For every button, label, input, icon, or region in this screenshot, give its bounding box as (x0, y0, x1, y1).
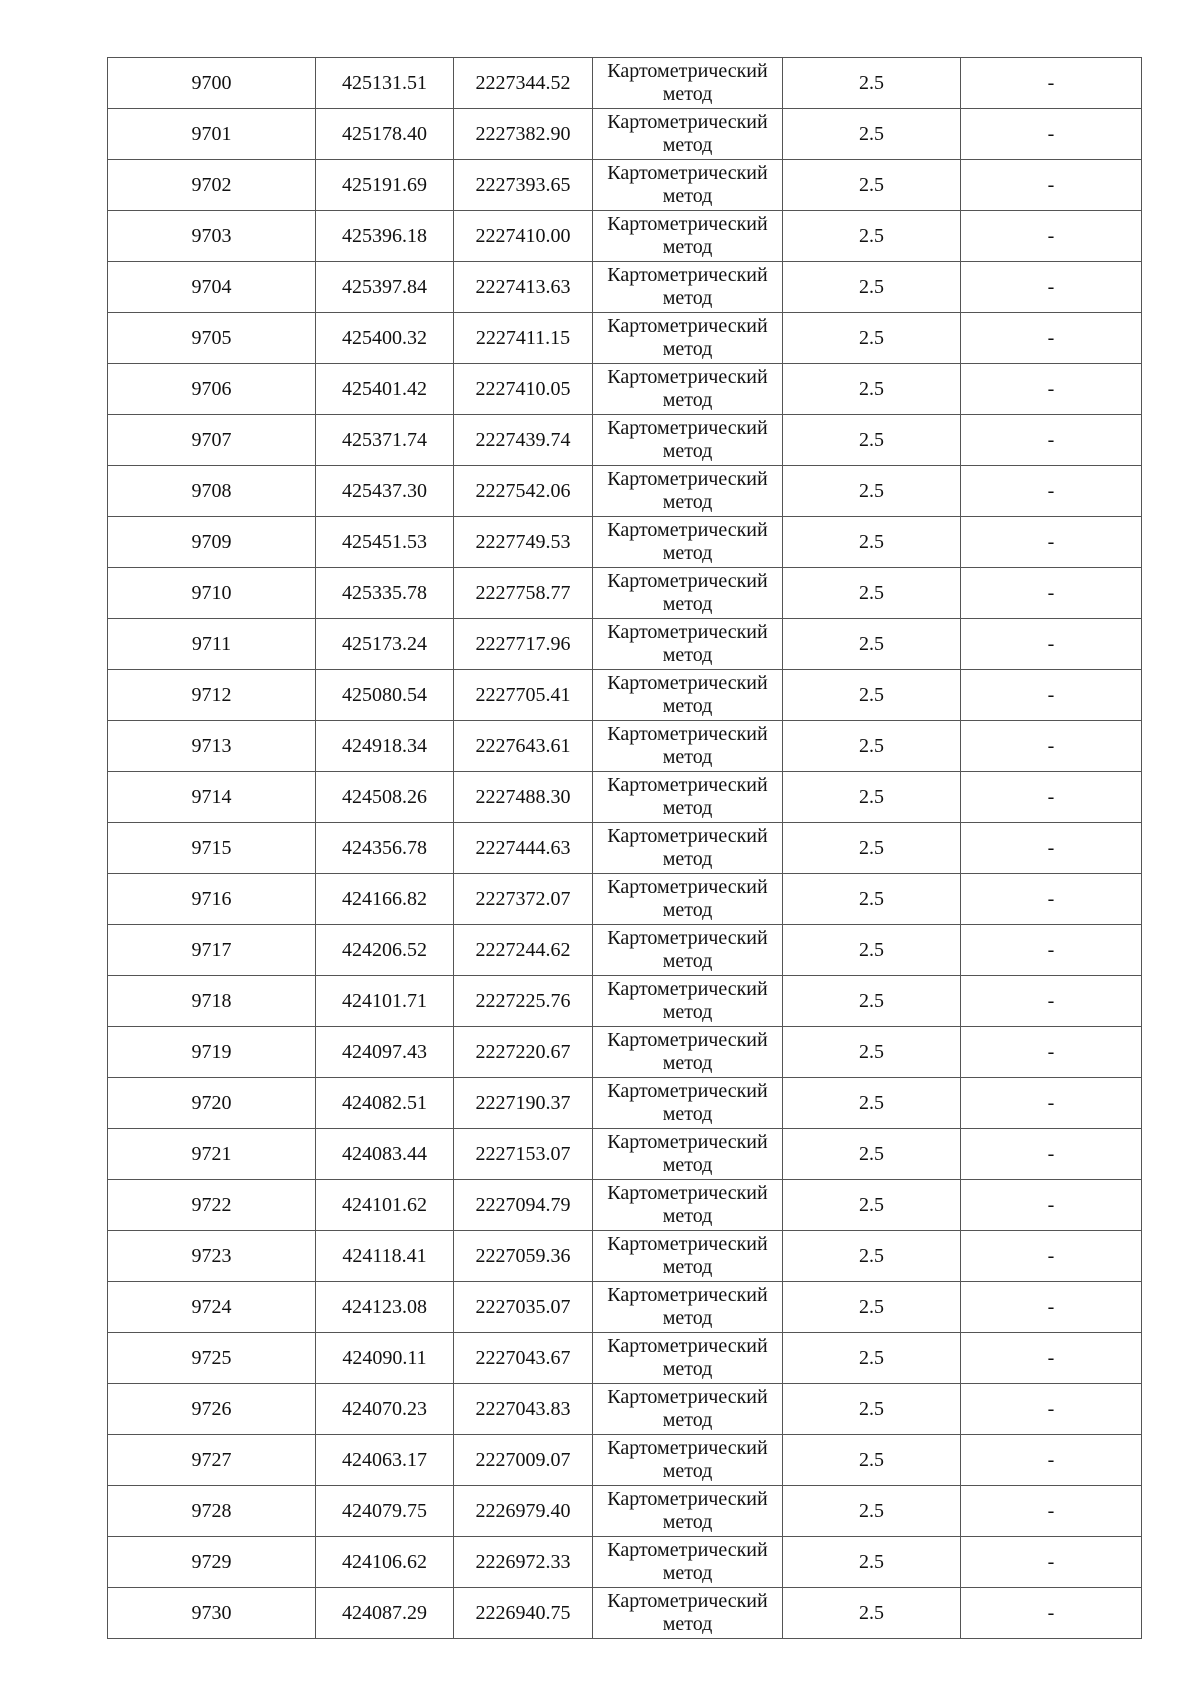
table-row (108, 772, 1142, 823)
table-row (108, 415, 1142, 466)
description-cell: - (961, 721, 1142, 772)
description-cell: - (961, 1537, 1142, 1588)
description-cell: - (961, 619, 1142, 670)
x-coordinate-cell: 424106.62 (316, 1537, 454, 1588)
method-line-1: Картометрический (607, 60, 768, 82)
method-line-1: Картометрический (607, 111, 768, 133)
method-line-1: Картометрический (607, 570, 768, 592)
method-line-1: Картометрический (607, 1539, 768, 1561)
point-number-cell: 9701 (108, 109, 316, 160)
table-row (108, 1384, 1142, 1435)
description-cell: - (961, 262, 1142, 313)
point-number-cell: 9708 (108, 466, 316, 517)
x-coordinate-cell: 424063.17 (316, 1435, 454, 1486)
description-cell: - (961, 1588, 1142, 1639)
method-line-1: Картометрический (607, 1284, 768, 1306)
method-line-2: метод (662, 899, 713, 921)
point-number-cell: 9721 (108, 1129, 316, 1180)
table-row (108, 1282, 1142, 1333)
method-cell (593, 1027, 783, 1078)
y-coordinate-cell: 2227225.76 (454, 976, 593, 1027)
y-coordinate-cell: 2227344.52 (454, 58, 593, 109)
accuracy-cell: 2.5 (783, 823, 961, 874)
table-row (108, 211, 1142, 262)
method-cell (593, 466, 783, 517)
table-row (108, 364, 1142, 415)
table-row (108, 1435, 1142, 1486)
method-line-2: метод (662, 1052, 713, 1074)
method-line-2: метод (662, 746, 713, 768)
method-cell (593, 874, 783, 925)
point-number-cell: 9724 (108, 1282, 316, 1333)
accuracy-cell: 2.5 (783, 874, 961, 925)
point-number-cell: 9714 (108, 772, 316, 823)
table-row (108, 619, 1142, 670)
x-coordinate-cell: 424101.62 (316, 1180, 454, 1231)
x-coordinate-cell: 424070.23 (316, 1384, 454, 1435)
method-line-1: Картометрический (607, 417, 768, 439)
table-row (108, 925, 1142, 976)
accuracy-cell: 2.5 (783, 568, 961, 619)
table-row (108, 1333, 1142, 1384)
method-line-2: метод (662, 1460, 713, 1482)
description-cell: - (961, 1282, 1142, 1333)
method-line-1: Картометрический (607, 162, 768, 184)
y-coordinate-cell: 2227382.90 (454, 109, 593, 160)
table-row (108, 1180, 1142, 1231)
method-line-2: метод (662, 1001, 713, 1023)
table-row (108, 1486, 1142, 1537)
accuracy-cell: 2.5 (783, 976, 961, 1027)
y-coordinate-cell: 2227220.67 (454, 1027, 593, 1078)
y-coordinate-cell: 2227410.00 (454, 211, 593, 262)
x-coordinate-cell: 424082.51 (316, 1078, 454, 1129)
description-cell: - (961, 58, 1142, 109)
y-coordinate-cell: 2227393.65 (454, 160, 593, 211)
method-line-2: метод (662, 338, 713, 360)
x-coordinate-cell: 424123.08 (316, 1282, 454, 1333)
table-row (108, 568, 1142, 619)
method-line-2: метод (662, 1358, 713, 1380)
method-line-2: метод (662, 1613, 713, 1635)
method-cell (593, 1129, 783, 1180)
accuracy-cell: 2.5 (783, 211, 961, 262)
x-coordinate-cell: 424918.34 (316, 721, 454, 772)
description-cell: - (961, 1231, 1142, 1282)
method-line-1: Картометрический (607, 1029, 768, 1051)
method-line-1: Картометрический (607, 927, 768, 949)
y-coordinate-cell: 2227059.36 (454, 1231, 593, 1282)
method-cell (593, 1435, 783, 1486)
method-cell (593, 823, 783, 874)
method-line-1: Картометрический (607, 366, 768, 388)
y-coordinate-cell: 2227190.37 (454, 1078, 593, 1129)
y-coordinate-cell: 2227542.06 (454, 466, 593, 517)
point-number-cell: 9712 (108, 670, 316, 721)
method-cell (593, 619, 783, 670)
method-line-2: метод (662, 593, 713, 615)
method-cell (593, 262, 783, 313)
table-row (108, 823, 1142, 874)
accuracy-cell: 2.5 (783, 1435, 961, 1486)
y-coordinate-cell: 2227043.83 (454, 1384, 593, 1435)
y-coordinate-cell: 2227009.07 (454, 1435, 593, 1486)
method-line-2: метод (662, 644, 713, 666)
method-line-2: метод (662, 491, 713, 513)
method-line-1: Картометрический (607, 978, 768, 1000)
accuracy-cell: 2.5 (783, 160, 961, 211)
x-coordinate-cell: 425178.40 (316, 109, 454, 160)
accuracy-cell: 2.5 (783, 1588, 961, 1639)
method-line-2: метод (662, 848, 713, 870)
method-cell (593, 1180, 783, 1231)
x-coordinate-cell: 425396.18 (316, 211, 454, 262)
accuracy-cell: 2.5 (783, 1537, 961, 1588)
method-line-1: Картометрический (607, 1233, 768, 1255)
x-coordinate-cell: 424206.52 (316, 925, 454, 976)
method-line-2: метод (662, 1511, 713, 1533)
description-cell: - (961, 1078, 1142, 1129)
method-line-1: Картометрический (607, 825, 768, 847)
method-line-2: метод (662, 1103, 713, 1125)
method-line-1: Картометрический (607, 672, 768, 694)
method-line-1: Картометрический (607, 468, 768, 490)
x-coordinate-cell: 425131.51 (316, 58, 454, 109)
point-number-cell: 9730 (108, 1588, 316, 1639)
method-line-2: метод (662, 542, 713, 564)
x-coordinate-cell: 425335.78 (316, 568, 454, 619)
point-number-cell: 9713 (108, 721, 316, 772)
x-coordinate-cell: 425401.42 (316, 364, 454, 415)
method-line-2: метод (662, 1307, 713, 1329)
method-line-1: Картометрический (607, 1335, 768, 1357)
y-coordinate-cell: 2227643.61 (454, 721, 593, 772)
y-coordinate-cell: 2226940.75 (454, 1588, 593, 1639)
description-cell: - (961, 1180, 1142, 1231)
description-cell: - (961, 1333, 1142, 1384)
y-coordinate-cell: 2227488.30 (454, 772, 593, 823)
description-cell: - (961, 1486, 1142, 1537)
point-number-cell: 9725 (108, 1333, 316, 1384)
table-row (108, 466, 1142, 517)
x-coordinate-cell: 425397.84 (316, 262, 454, 313)
accuracy-cell: 2.5 (783, 721, 961, 772)
y-coordinate-cell: 2227413.63 (454, 262, 593, 313)
method-cell (593, 364, 783, 415)
x-coordinate-cell: 425451.53 (316, 517, 454, 568)
method-line-2: метод (662, 134, 713, 156)
y-coordinate-cell: 2226972.33 (454, 1537, 593, 1588)
accuracy-cell: 2.5 (783, 1384, 961, 1435)
method-line-2: метод (662, 1409, 713, 1431)
point-number-cell: 9711 (108, 619, 316, 670)
description-cell: - (961, 874, 1142, 925)
y-coordinate-cell: 2227444.63 (454, 823, 593, 874)
point-number-cell: 9715 (108, 823, 316, 874)
point-number-cell: 9726 (108, 1384, 316, 1435)
method-line-2: метод (662, 950, 713, 972)
accuracy-cell: 2.5 (783, 466, 961, 517)
accuracy-cell: 2.5 (783, 1333, 961, 1384)
accuracy-cell: 2.5 (783, 772, 961, 823)
coordinates-table-body (108, 58, 1142, 1639)
method-line-1: Картометрический (607, 519, 768, 541)
table-row (108, 1078, 1142, 1129)
y-coordinate-cell: 2227094.79 (454, 1180, 593, 1231)
description-cell: - (961, 364, 1142, 415)
accuracy-cell: 2.5 (783, 1486, 961, 1537)
y-coordinate-cell: 2227758.77 (454, 568, 593, 619)
point-number-cell: 9704 (108, 262, 316, 313)
point-number-cell: 9718 (108, 976, 316, 1027)
method-cell (593, 58, 783, 109)
accuracy-cell: 2.5 (783, 1027, 961, 1078)
description-cell: - (961, 1435, 1142, 1486)
x-coordinate-cell: 425371.74 (316, 415, 454, 466)
table-row (108, 670, 1142, 721)
method-line-2: метод (662, 1256, 713, 1278)
description-cell: - (961, 160, 1142, 211)
x-coordinate-cell: 424097.43 (316, 1027, 454, 1078)
point-number-cell: 9709 (108, 517, 316, 568)
method-line-1: Картометрический (607, 315, 768, 337)
method-line-2: метод (662, 83, 713, 105)
x-coordinate-cell: 424166.82 (316, 874, 454, 925)
description-cell: - (961, 823, 1142, 874)
point-number-cell: 9729 (108, 1537, 316, 1588)
method-cell (593, 1078, 783, 1129)
method-cell (593, 670, 783, 721)
method-cell (593, 1537, 783, 1588)
accuracy-cell: 2.5 (783, 1231, 961, 1282)
method-line-1: Картометрический (607, 264, 768, 286)
method-line-2: метод (662, 1562, 713, 1584)
method-line-2: метод (662, 236, 713, 258)
accuracy-cell: 2.5 (783, 313, 961, 364)
point-number-cell: 9720 (108, 1078, 316, 1129)
y-coordinate-cell: 2227411.15 (454, 313, 593, 364)
y-coordinate-cell: 2227244.62 (454, 925, 593, 976)
y-coordinate-cell: 2227035.07 (454, 1282, 593, 1333)
x-coordinate-cell: 425191.69 (316, 160, 454, 211)
y-coordinate-cell: 2227705.41 (454, 670, 593, 721)
accuracy-cell: 2.5 (783, 58, 961, 109)
table-row (108, 262, 1142, 313)
table-row (108, 517, 1142, 568)
point-number-cell: 9703 (108, 211, 316, 262)
method-cell (593, 415, 783, 466)
accuracy-cell: 2.5 (783, 517, 961, 568)
point-number-cell: 9707 (108, 415, 316, 466)
method-line-1: Картометрический (607, 1131, 768, 1153)
method-cell (593, 517, 783, 568)
accuracy-cell: 2.5 (783, 415, 961, 466)
x-coordinate-cell: 424508.26 (316, 772, 454, 823)
point-number-cell: 9727 (108, 1435, 316, 1486)
description-cell: - (961, 415, 1142, 466)
method-line-1: Картометрический (607, 1437, 768, 1459)
x-coordinate-cell: 425437.30 (316, 466, 454, 517)
method-line-2: метод (662, 287, 713, 309)
description-cell: - (961, 211, 1142, 262)
x-coordinate-cell: 424087.29 (316, 1588, 454, 1639)
x-coordinate-cell: 425173.24 (316, 619, 454, 670)
description-cell: - (961, 1384, 1142, 1435)
method-line-2: метод (662, 1205, 713, 1227)
description-cell: - (961, 1027, 1142, 1078)
y-coordinate-cell: 2227372.07 (454, 874, 593, 925)
method-line-1: Картометрический (607, 621, 768, 643)
point-number-cell: 9700 (108, 58, 316, 109)
x-coordinate-cell: 424356.78 (316, 823, 454, 874)
table-row (108, 1537, 1142, 1588)
method-line-2: метод (662, 797, 713, 819)
description-cell: - (961, 466, 1142, 517)
table-row (108, 1588, 1142, 1639)
method-line-2: метод (662, 440, 713, 462)
description-cell: - (961, 568, 1142, 619)
x-coordinate-cell: 424079.75 (316, 1486, 454, 1537)
table-row (108, 313, 1142, 364)
description-cell: - (961, 670, 1142, 721)
point-number-cell: 9719 (108, 1027, 316, 1078)
accuracy-cell: 2.5 (783, 364, 961, 415)
method-cell (593, 211, 783, 262)
method-cell (593, 772, 783, 823)
x-coordinate-cell: 424101.71 (316, 976, 454, 1027)
method-line-2: метод (662, 389, 713, 411)
point-number-cell: 9723 (108, 1231, 316, 1282)
accuracy-cell: 2.5 (783, 619, 961, 670)
accuracy-cell: 2.5 (783, 1129, 961, 1180)
method-line-2: метод (662, 695, 713, 717)
table-row (108, 160, 1142, 211)
method-cell (593, 1384, 783, 1435)
x-coordinate-cell: 424090.11 (316, 1333, 454, 1384)
table-row (108, 874, 1142, 925)
method-line-1: Картометрический (607, 723, 768, 745)
accuracy-cell: 2.5 (783, 262, 961, 313)
y-coordinate-cell: 2227153.07 (454, 1129, 593, 1180)
description-cell: - (961, 517, 1142, 568)
accuracy-cell: 2.5 (783, 1078, 961, 1129)
method-cell (593, 1588, 783, 1639)
description-cell: - (961, 772, 1142, 823)
description-cell: - (961, 109, 1142, 160)
method-cell (593, 1231, 783, 1282)
point-number-cell: 9728 (108, 1486, 316, 1537)
method-cell (593, 1282, 783, 1333)
method-line-1: Картометрический (607, 774, 768, 796)
x-coordinate-cell: 424083.44 (316, 1129, 454, 1180)
method-line-1: Картометрический (607, 1182, 768, 1204)
point-number-cell: 9710 (108, 568, 316, 619)
point-number-cell: 9706 (108, 364, 316, 415)
method-line-1: Картометрический (607, 213, 768, 235)
x-coordinate-cell: 425080.54 (316, 670, 454, 721)
method-cell (593, 313, 783, 364)
method-cell (593, 1333, 783, 1384)
method-line-1: Картометрический (607, 1080, 768, 1102)
method-cell (593, 160, 783, 211)
table-row (108, 1129, 1142, 1180)
description-cell: - (961, 1129, 1142, 1180)
point-number-cell: 9716 (108, 874, 316, 925)
table-row (108, 58, 1142, 109)
accuracy-cell: 2.5 (783, 1282, 961, 1333)
x-coordinate-cell: 425400.32 (316, 313, 454, 364)
y-coordinate-cell: 2227439.74 (454, 415, 593, 466)
coordinates-table (107, 57, 1142, 1639)
method-line-2: метод (662, 1154, 713, 1176)
table-row (108, 109, 1142, 160)
point-number-cell: 9717 (108, 925, 316, 976)
method-cell (593, 721, 783, 772)
point-number-cell: 9702 (108, 160, 316, 211)
method-cell (593, 109, 783, 160)
accuracy-cell: 2.5 (783, 670, 961, 721)
method-cell (593, 925, 783, 976)
method-line-1: Картометрический (607, 1488, 768, 1510)
y-coordinate-cell: 2226979.40 (454, 1486, 593, 1537)
accuracy-cell: 2.5 (783, 1180, 961, 1231)
method-cell (593, 568, 783, 619)
accuracy-cell: 2.5 (783, 925, 961, 976)
y-coordinate-cell: 2227717.96 (454, 619, 593, 670)
description-cell: - (961, 925, 1142, 976)
table-row (108, 1027, 1142, 1078)
y-coordinate-cell: 2227043.67 (454, 1333, 593, 1384)
accuracy-cell: 2.5 (783, 109, 961, 160)
y-coordinate-cell: 2227410.05 (454, 364, 593, 415)
method-line-1: Картометрический (607, 1590, 768, 1612)
x-coordinate-cell: 424118.41 (316, 1231, 454, 1282)
table-row (108, 1231, 1142, 1282)
method-line-1: Картометрический (607, 1386, 768, 1408)
method-cell (593, 1486, 783, 1537)
point-number-cell: 9722 (108, 1180, 316, 1231)
point-number-cell: 9705 (108, 313, 316, 364)
method-line-2: метод (662, 185, 713, 207)
method-line-1: Картометрический (607, 876, 768, 898)
description-cell: - (961, 976, 1142, 1027)
method-cell (593, 976, 783, 1027)
table-row (108, 976, 1142, 1027)
description-cell: - (961, 313, 1142, 364)
table-row (108, 721, 1142, 772)
y-coordinate-cell: 2227749.53 (454, 517, 593, 568)
